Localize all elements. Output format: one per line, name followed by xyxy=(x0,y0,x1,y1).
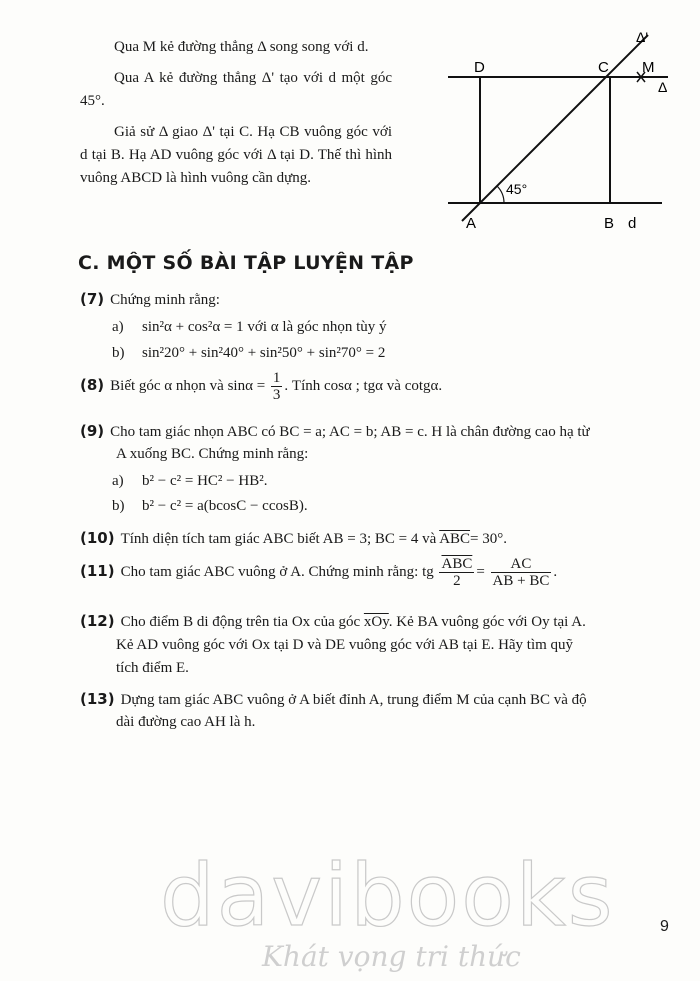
exercise-7-number: (7) xyxy=(80,290,105,308)
watermark-brand: davibooks xyxy=(160,846,615,946)
exercise-12 xyxy=(80,610,672,634)
exercise-8 xyxy=(80,370,672,403)
exercise-8-pre: Biết góc α nhọn và sinα = xyxy=(110,377,266,394)
exercise-7b-text: sin²20° + sin²40° + sin²50° + sin²70° = 2 xyxy=(142,345,386,361)
exercise-11-post: . xyxy=(553,563,558,580)
exercise-10 xyxy=(80,527,672,551)
exercise-7a xyxy=(112,316,387,338)
exercise-9a xyxy=(112,470,267,492)
exercise-13-line2: dài đường cao AH là h. xyxy=(116,714,256,730)
fraction-numerator: 1 xyxy=(272,370,281,386)
label-angle: 45° xyxy=(506,181,528,197)
line-delta-prime xyxy=(462,35,648,221)
intro-paragraph-1: Qua M kẻ đường thẳng Δ song song với d. xyxy=(114,39,369,55)
fraction-2-numerator: AC xyxy=(491,556,552,573)
angle-arc xyxy=(497,186,504,203)
label-D: D xyxy=(474,59,485,76)
exercise-9a-label: a) xyxy=(112,473,124,489)
exercise-8-fraction xyxy=(271,370,283,403)
label-delta: Δ xyxy=(658,79,668,95)
exercise-9-line1: Cho tam giác nhọn ABC có BC = a; AC = b; AB = c. H là chân đường cao hạ từ xyxy=(110,424,590,440)
exercise-13-number: (13) xyxy=(80,690,115,708)
exercise-9a-text: b² − c² = HC² − HB². xyxy=(142,473,268,489)
exercise-13-line1: Dựng tam giác ABC vuông ở A biết đỉnh A, trung điểm M của cạnh BC và độ xyxy=(120,692,587,708)
exercise-10-pre: Tính diện tích tam giác ABC biết AB = 3; BC = 4 và xyxy=(120,531,437,547)
exercise-12-angle: $\overline{xOy}$ xyxy=(363,614,389,630)
exercise-11 xyxy=(80,556,672,589)
exercise-9b xyxy=(112,495,308,517)
exercise-11-pre: Cho tam giác ABC vuông ở A. Chứng minh rằng: tg xyxy=(120,563,434,580)
exercise-12-pre: Cho điểm B di động trên tia Ox của góc xyxy=(120,614,361,630)
exercise-11-fraction-1 xyxy=(439,556,474,589)
fraction-2-denominator: AB + BC xyxy=(492,573,550,589)
label-A: A xyxy=(466,215,477,232)
exercise-7 xyxy=(80,288,672,312)
exercise-7b-label: b) xyxy=(112,345,125,361)
exercise-12-line3: tích điểm E. xyxy=(116,660,189,676)
label-B: B xyxy=(604,215,615,232)
exercise-10-number: (10) xyxy=(80,529,115,547)
exercise-10-post: = 30°. xyxy=(470,531,507,547)
exercise-7a-label: a) xyxy=(112,319,124,335)
page-number: 9 xyxy=(660,918,669,935)
exercise-12-post: . Kẻ BA vuông góc với Oy tại A. xyxy=(388,614,586,630)
square-construction-diagram xyxy=(440,28,680,234)
exercise-9-line2: A xuống BC. Chứng minh rằng: xyxy=(116,446,309,462)
intro-paragraph-3: Giả sử Δ giao Δ' tại C. Hạ CB vuông góc với d tại B. Hạ AD vuông góc với Δ tại D. Thế thì hình vuông ABCD là hình vuông cần dựng. xyxy=(80,124,392,186)
exercise-13 xyxy=(80,688,672,712)
exercise-11-fraction-2 xyxy=(491,556,552,589)
watermark-slogan: Khát vọng tri thức xyxy=(262,940,521,973)
exercise-9b-text: b² − c² = a(bcosC − ccosB). xyxy=(142,498,308,514)
fraction-1-numerator: $\overline{ABC}$ xyxy=(441,556,473,572)
exercise-12-number: (12) xyxy=(80,612,115,630)
exercise-11-equals: = xyxy=(476,563,485,580)
label-delta-prime: Δ' xyxy=(636,29,649,45)
exercise-12-line2: Kẻ AD vuông góc với Ox tại D và DE vuông góc với AB tại E. Hãy tìm quỹ xyxy=(116,637,574,653)
section-heading: C. MỘT SỐ BÀI TẬP LUYỆN TẬP xyxy=(78,252,414,274)
fraction-1-denominator: 2 xyxy=(453,573,461,589)
exercise-7-text: Chứng minh rằng: xyxy=(110,292,220,308)
exercise-9 xyxy=(80,420,672,444)
exercise-10-angle: $\overline{ABC}$ xyxy=(439,531,471,547)
intro-paragraph-2: Qua A kẻ đường thẳng Δ' tạo với d một góc 45°. xyxy=(80,70,392,109)
exercise-11-number: (11) xyxy=(80,561,115,580)
exercise-7b xyxy=(112,342,385,364)
label-d: d xyxy=(628,215,637,232)
exercise-8-number: (8) xyxy=(80,375,105,394)
intro-text xyxy=(80,36,392,198)
exercise-9b-label: b) xyxy=(112,498,125,514)
label-M: M xyxy=(642,59,655,76)
label-C: C xyxy=(598,59,609,76)
exercise-9-number: (9) xyxy=(80,422,105,440)
fraction-denominator: 3 xyxy=(272,387,281,403)
exercise-7a-text: sin²α + cos²α = 1 với α là góc nhọn tùy ý xyxy=(142,319,387,335)
exercise-8-post: . Tính cosα ; tgα và cotgα. xyxy=(284,377,443,394)
